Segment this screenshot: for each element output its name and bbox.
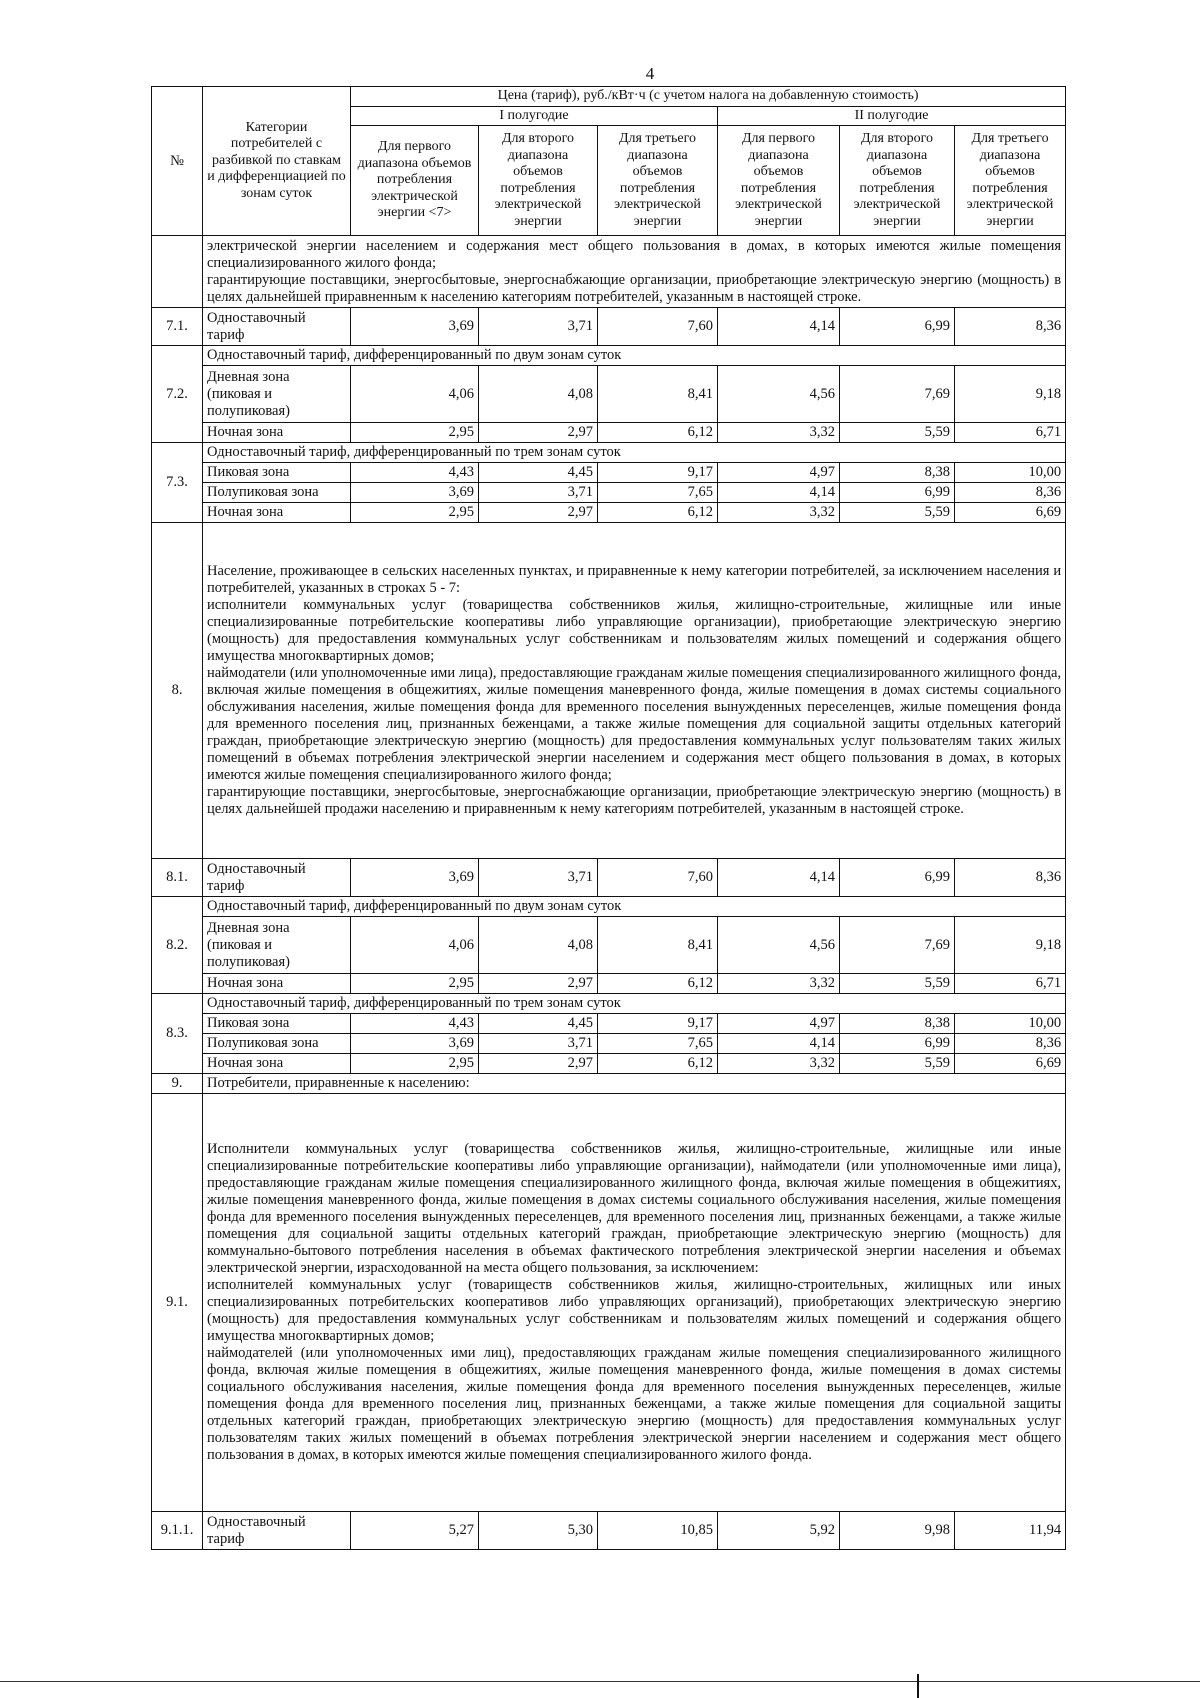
value-cell: 6,99 [840,1034,955,1054]
header-half-2: II полугодие [718,106,1066,126]
value-cell: 11,94 [955,1512,1066,1550]
value-cell: 6,71 [955,423,1066,443]
value-cell: 6,99 [840,308,955,346]
scan-bottom-line [0,1681,1200,1682]
value-cell: 6,69 [955,1054,1066,1074]
header-sub: Для второго диапазона объемов потребления электрической энергии [840,126,955,236]
value-cell: 2,97 [479,423,598,443]
value-cell: 2,97 [479,974,598,994]
value-cell: 5,27 [351,1512,479,1550]
value-cell: 7,69 [840,917,955,974]
zone-label: Пиковая зона [203,1014,351,1034]
value-cell: 3,32 [718,503,840,523]
value-cell: 8,36 [955,1034,1066,1054]
zone-label: Ночная зона [203,1054,351,1074]
row-text: Исполнители коммунальных услуг (товарищества собственников жилья, жилищно-строительные, жилищные или иные специализированные потребительские кооперативы либо управляющие организации), наймодатели (или уполномоченные ими лица), предоставляющие гражданам жилые помещения специализированного жилищного фонда, включая жилые помещения в общежитиях, жилые помещения маневренного фонда, жилые помещения в домах системы социального обслуживания населения, жилые помещения фонда для временного поселения вынужденных переселенцев, для временного поселения лиц, признанных беженцами, а также жилые помещения для социальной защиты отдельных категорий граждан, приобретающие электрическую энергию (мощность) для коммунально-бытового потребления населения в объемах фактического потребления электрической энергии населения и объемах электрической энергии, израсходованной на места общего пользования, за исключением: исполнителей коммунальных услуг (товариществ собственников жилья, жилищно-строительных, жилищных или иных специализированных потребительских кооперативов либо управляющих организаций), приобретающих электрическую энергию (мощность) для предоставления коммунальных услуг собственникам и пользователям жилых помещений и содержания общего имущества многоквартирных домов; наймодателей (или уполномоченных ими лиц), предоставляющих гражданам жилые помещения специализированного жилищного фонда, включая жилые помещения в общежитиях, жилые помещения маневренного фонда, жилые помещения в домах системы социального обслуживания населения, жилые помещения фонда для временного поселения вынужденных переселенцев, жилые помещения фонда для временного поселения лиц, признанных беженцами, а также жилые помещения для социальной защиты отдельных категорий граждан, приобретающих электрическую энергию (мощность) для предоставления коммунальных услуг пользователям таких жилых помещений в объемах потребления электрической энергии населением и содержания мест общего пользования в домах, в которых имеются жилые помещения специализированного жилого фонда. [203,1094,1066,1512]
row-number: 8.2. [152,897,203,994]
value-cell: 8,38 [840,1014,955,1034]
value-cell: 9,17 [598,463,718,483]
row-number: 9.1. [152,1094,203,1512]
value-cell: 7,65 [598,1034,718,1054]
header-price-title: Цена (тариф), руб./кВт·ч (с учетом налога на добавленную стоимость) [351,87,1066,107]
row-subtitle: Одноставочный тариф, дифференцированный по трем зонам суток [203,994,1066,1014]
value-cell: 2,97 [479,1054,598,1074]
value-cell: 6,71 [955,974,1066,994]
value-cell: 2,95 [351,1054,479,1074]
page-number: 4 [645,64,655,83]
value-cell: 6,12 [598,1054,718,1074]
value-cell: 4,06 [351,917,479,974]
value-cell: 3,32 [718,423,840,443]
value-cell: 3,71 [479,483,598,503]
value-cell: 6,69 [955,503,1066,523]
header-sub: Для первого диапазона объемов потребления электрической энергии [718,126,840,236]
value-cell: 4,45 [479,463,598,483]
row-number: 9. [152,1074,203,1094]
tariff-table [151,86,1066,1550]
value-cell: 8,36 [955,308,1066,346]
scan-mark [917,1674,919,1698]
row-number: 8.1. [152,859,203,897]
row-number: 8. [152,523,203,859]
value-cell: 4,43 [351,463,479,483]
value-cell: 9,17 [598,1014,718,1034]
zone-label: Ночная зона [203,423,351,443]
value-cell: 6,12 [598,423,718,443]
row-subtitle: Одноставочный тариф, дифференцированный по двум зонам суток [203,897,1066,917]
value-cell: 9,98 [840,1512,955,1550]
row-subtitle: Одноставочный тариф, дифференцированный по двум зонам суток [203,346,1066,366]
zone-label: Дневная зона (пиковая и полупиковая) [203,917,351,974]
header-sub: Для второго диапазона объемов потребления электрической энергии [479,126,598,236]
value-cell: 2,95 [351,423,479,443]
value-cell: 5,30 [479,1512,598,1550]
row-number: 7.2. [152,346,203,443]
value-cell: 4,06 [351,366,479,423]
zone-label: Полупиковая зона [203,1034,351,1054]
row-label: Одноставочный тариф [203,859,351,897]
value-cell: 6,12 [598,503,718,523]
value-cell: 7,60 [598,308,718,346]
value-cell: 8,36 [955,483,1066,503]
value-cell: 5,59 [840,503,955,523]
value-cell: 8,38 [840,463,955,483]
value-cell: 3,71 [479,308,598,346]
value-cell: 4,43 [351,1014,479,1034]
value-cell: 2,97 [479,503,598,523]
value-cell: 5,59 [840,423,955,443]
value-cell: 2,95 [351,974,479,994]
row-number: 7.1. [152,308,203,346]
value-cell: 4,14 [718,308,840,346]
value-cell: 3,69 [351,859,479,897]
row-number: 9.1.1. [152,1512,203,1550]
value-cell: 8,41 [598,917,718,974]
value-cell: 9,18 [955,917,1066,974]
value-cell: 4,14 [718,1034,840,1054]
value-cell: 6,99 [840,859,955,897]
value-cell: 3,69 [351,308,479,346]
value-cell: 4,08 [479,917,598,974]
zone-label: Ночная зона [203,974,351,994]
value-cell: 5,92 [718,1512,840,1550]
header-sub: Для первого диапазона объемов потребления электрической энергии <7> [351,126,479,236]
value-cell: 7,60 [598,859,718,897]
zone-label: Дневная зона (пиковая и полупиковая) [203,366,351,423]
row-number: 8.3. [152,994,203,1074]
value-cell: 9,18 [955,366,1066,423]
header-half-1: I полугодие [351,106,718,126]
header-category: Категории потребителей с разбивкой по ставкам и дифференциацией по зонам суток [203,87,351,236]
continuation-text: электрической энергии населением и содержания мест общего пользования в домах, в которых имеются жилые помещения специализированного жилого фонда; гарантирующие поставщики, энергосбытовые, энергоснабжающие организации, приобретающие электрическую энергию (мощность) в целях дальнейшей приравненным к населению категориям потребителей, указанным в настоящей строке. [203,236,1066,308]
value-cell: 10,00 [955,463,1066,483]
value-cell: 3,32 [718,1054,840,1074]
value-cell: 3,32 [718,974,840,994]
row-label: Одноставочный тариф [203,308,351,346]
header-sub: Для третьего диапазона объемов потребления электрической энергии [955,126,1066,236]
row-text: Потребители, приравненные к населению: [203,1074,1066,1094]
value-cell: 4,97 [718,1014,840,1034]
value-cell: 4,14 [718,859,840,897]
value-cell: 3,69 [351,1034,479,1054]
value-cell: 4,45 [479,1014,598,1034]
row-number: 7.3. [152,443,203,523]
value-cell: 4,97 [718,463,840,483]
value-cell: 3,71 [479,1034,598,1054]
header-sub: Для третьего диапазона объемов потребления электрической энергии [598,126,718,236]
value-cell: 7,65 [598,483,718,503]
zone-label: Полупиковая зона [203,483,351,503]
value-cell: 10,00 [955,1014,1066,1034]
value-cell: 6,12 [598,974,718,994]
header-num: № [152,87,203,236]
value-cell: 3,71 [479,859,598,897]
value-cell: 8,41 [598,366,718,423]
value-cell: 8,36 [955,859,1066,897]
value-cell: 4,56 [718,366,840,423]
value-cell: 5,59 [840,974,955,994]
value-cell: 4,56 [718,917,840,974]
row-text: Население, проживающее в сельских населенных пунктах, и приравненные к нему категории потребителей, за исключением населения и потребителей, указанных в строках 5 - 7: исполнители коммунальных услуг (товарищества собственников жилья, жилищно-строительные, жилищные или иные специализированные потребительские кооперативы либо управляющие организации), приобретающие электрическую энергию (мощность) для предоставления коммунальных услуг собственникам и пользователям жилых помещений и содержания общего имущества многоквартирных домов; наймодатели (или уполномоченные ими лица), предоставляющие гражданам жилые помещения специализированного жилищного фонда, включая жилые помещения в общежитиях, жилые помещения маневренного фонда, жилые помещения в домах системы социального обслуживания населения, жилые помещения фонда для временного поселения вынужденных переселенцев, жилые помещения фонда для временного поселения лиц, признанных беженцами, а также жилые помещения для социальной защиты отдельных категорий граждан, приобретающие электрическую энергию (мощность) для предоставления коммунальных услуг пользователям таких жилых помещений в объемах потребления электрической энергии населением и содержания мест общего пользования в домах, в которых имеются жилые помещения специализированного жилого фонда; гарантирующие поставщики, энергосбытовые, энергоснабжающие организации, приобретающие электрическую энергию (мощность) в целях дальнейшей продажи населению и приравненным к нему категориям потребителей, указанным в настоящей строке. [203,523,1066,859]
value-cell: 4,08 [479,366,598,423]
value-cell: 6,99 [840,483,955,503]
value-cell: 3,69 [351,483,479,503]
zone-label: Ночная зона [203,503,351,523]
row-subtitle: Одноставочный тариф, дифференцированный по трем зонам суток [203,443,1066,463]
zone-label: Пиковая зона [203,463,351,483]
value-cell: 7,69 [840,366,955,423]
value-cell: 5,59 [840,1054,955,1074]
value-cell: 10,85 [598,1512,718,1550]
value-cell: 2,95 [351,503,479,523]
value-cell: 4,14 [718,483,840,503]
row-label: Одноставочный тариф [203,1512,351,1550]
